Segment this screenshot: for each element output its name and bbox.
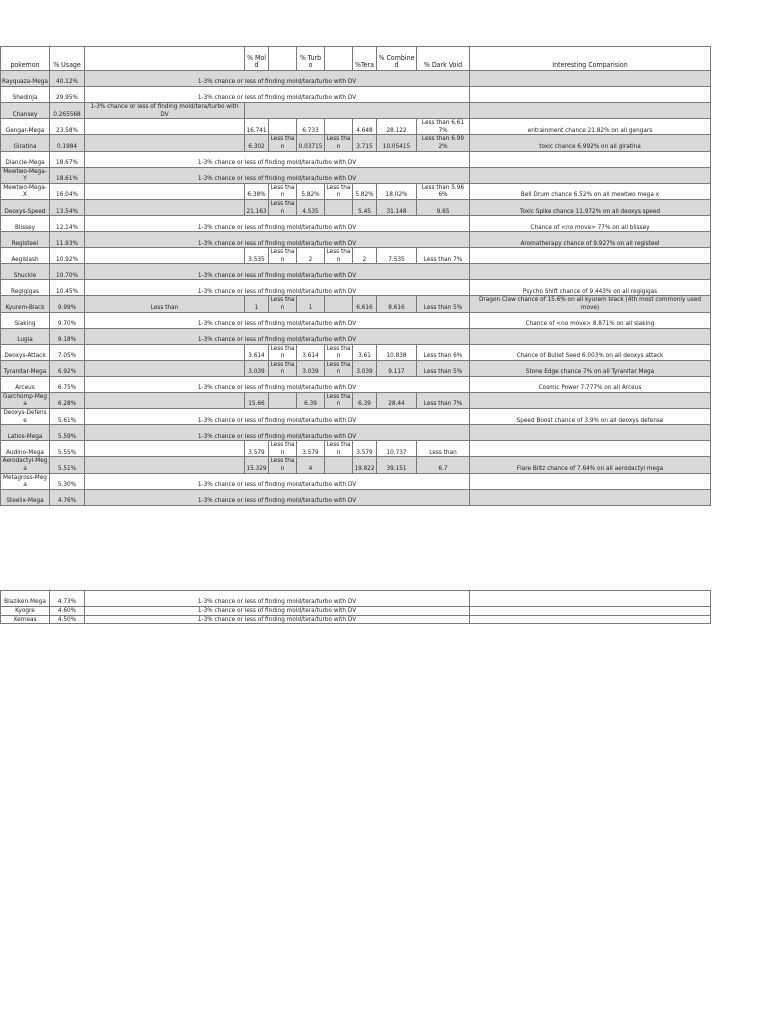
combined-cell: 18.02% [377, 183, 417, 199]
tera-cell: 5.82% [353, 183, 377, 199]
pokemon-cell: Registeel [1, 232, 50, 248]
usage-cell: 11.93% [50, 232, 85, 248]
chance-note-cell: 1-3% chance or less of finding mold/tera/turbo with DV [85, 232, 470, 248]
chance-note-cell: 1-3% chance or less of finding mold/tera/turbo with DV [85, 87, 470, 103]
comparison-cell [470, 392, 711, 408]
usage-note-cell [85, 457, 245, 473]
turbo-less-cell [325, 296, 353, 312]
header-combined: % Combined [377, 47, 417, 71]
mold-cell: 6.302 [245, 135, 269, 151]
turbo-cell: 4 [297, 457, 325, 473]
pokemon-cell: Latios-Mega [1, 425, 50, 441]
turbo-less-cell [325, 457, 353, 473]
comparison-cell [470, 87, 711, 103]
mold-less-cell: Less than [269, 344, 297, 360]
usage-cell: 7.05% [50, 344, 85, 360]
pokemon-cell: Giratina [1, 135, 50, 151]
usage-note-cell [85, 119, 245, 135]
header-pokemon: pokemon [1, 47, 50, 71]
mold-cell: 3.039 [245, 360, 269, 376]
chance-note-cell: 1-3% chance or less of finding mold/tera/turbo with DV [85, 489, 470, 505]
combined-cell: 9.117 [377, 360, 417, 376]
table-row [1, 135, 711, 151]
usage-cell: 4.73% [50, 591, 85, 607]
header-blank-2 [269, 47, 297, 71]
turbo-less-cell: Less than [325, 392, 353, 408]
usage-cell: 10.70% [50, 264, 85, 280]
mold-less-cell: Less than [269, 360, 297, 376]
table-row [1, 248, 711, 264]
usage-cell: 18.61% [50, 167, 85, 183]
turbo-less-cell: Less than [325, 441, 353, 457]
comparison-cell [470, 71, 711, 87]
pokemon-cell: Chansey [1, 103, 50, 119]
table-row [1, 264, 711, 280]
usage-cell: 9.99% [50, 296, 85, 312]
chance-note-cell: 1-3% chance or less of finding mold/tera/turbo with DV [85, 591, 470, 607]
usage-cell: 4.60% [50, 607, 85, 616]
comparison-cell: Bell Drum chance 6.52% on all mewtwo mega x [470, 183, 711, 199]
mold-less-cell: Less than [269, 248, 297, 264]
dark-void-cell: Less than 6.992% [417, 135, 470, 151]
combined-cell: 10.737 [377, 441, 417, 457]
chance-note-cell: 1-3% chance or less of finding mold/tera/turbo with DV [85, 607, 470, 616]
comparison-cell [470, 441, 711, 457]
table-row [1, 457, 711, 473]
tera-cell: 3.61 [353, 344, 377, 360]
table-row [1, 409, 711, 425]
pokemon-cell: Blissey [1, 216, 50, 232]
mold-cell: 3.579 [245, 441, 269, 457]
combined-cell: 10.838 [377, 344, 417, 360]
mold-cell: 6.38% [245, 183, 269, 199]
tera-cell: 19.822 [353, 457, 377, 473]
turbo-cell: 3.579 [297, 441, 325, 457]
tera-cell: 5.45 [353, 199, 377, 215]
chance-note-cell: 1-3% chance or less of finding mold/tera/turbo with DV [85, 103, 245, 119]
table-row [1, 441, 711, 457]
turbo-less-cell: Less than [325, 344, 353, 360]
table-row [1, 392, 711, 408]
comparison-cell [470, 328, 711, 344]
comparison-cell [470, 248, 711, 264]
mold-cell: 16.741 [245, 119, 269, 135]
mold-cell: 3.535 [245, 248, 269, 264]
tera-cell: 4.648 [353, 119, 377, 135]
usage-cell: 6.28% [50, 392, 85, 408]
comparison-cell [470, 151, 711, 167]
turbo-cell: 1 [297, 296, 325, 312]
pokemon-cell: Garchomp-Mega [1, 392, 50, 408]
pokemon-cell: Tyranitar-Mega [1, 360, 50, 376]
header-dark-void: % Dark Void [417, 47, 470, 71]
usage-cell: 5.51% [50, 457, 85, 473]
usage-cell: 4.76% [50, 489, 85, 505]
pokemon-cell: Metagross-Mega [1, 473, 50, 489]
dark-void-cell: Less than [417, 441, 470, 457]
dark-void-cell: Less than 5% [417, 360, 470, 376]
usage-cell: 0.265568 [50, 103, 85, 119]
header-blank-1 [85, 47, 245, 71]
chance-note-cell: 1-3% chance or less of finding mold/tera/turbo with DV [85, 151, 470, 167]
usage-note-cell [85, 199, 245, 215]
turbo-less-cell: Less than [325, 248, 353, 264]
combined-cell: 28.44 [377, 392, 417, 408]
usage-cell: 40.12% [50, 71, 85, 87]
turbo-cell: 4.535 [297, 199, 325, 215]
usage-note-cell [85, 183, 245, 199]
comparison-cell: Aromatherapy chance of 9.927% on all registeel [470, 232, 711, 248]
table-row [1, 344, 711, 360]
mold-less-cell: Less than [269, 296, 297, 312]
pokemon-cell: Deoxys-Speed [1, 199, 50, 215]
mold-less-cell [269, 119, 297, 135]
table-row [1, 71, 711, 87]
dark-void-cell: Less than 5% [417, 296, 470, 312]
pokemon-cell: Diancie-Mega [1, 151, 50, 167]
pokemon-cell: Steelix-Mega [1, 489, 50, 505]
comparison-cell [470, 103, 711, 119]
chance-note-cell: 1-3% chance or less of finding mold/tera/turbo with DV [85, 376, 470, 392]
chance-note-cell: 1-3% chance or less of finding mold/tera/turbo with DV [85, 264, 470, 280]
turbo-cell: 3.614 [297, 344, 325, 360]
comparison-cell [470, 607, 711, 616]
comparison-cell [470, 489, 711, 505]
table-row [1, 473, 711, 489]
usage-cell: 6.75% [50, 376, 85, 392]
chance-note-cell: 1-3% chance or less of finding mold/tera/turbo with DV [85, 615, 470, 624]
usage-cell: 29.95% [50, 87, 85, 103]
mold-less-cell [269, 392, 297, 408]
dark-void-cell: 9.65 [417, 199, 470, 215]
comparison-cell: Chance of <no move> 8.871% on all slaking [470, 312, 711, 328]
chance-note-cell: 1-3% chance or less of finding mold/tera/turbo with DV [85, 312, 470, 328]
comparison-cell [470, 167, 711, 183]
table-row [1, 328, 711, 344]
pokemon-cell: Regigigas [1, 280, 50, 296]
comparison-cell [470, 264, 711, 280]
usage-note-cell [85, 441, 245, 457]
comparison-cell: toxic chance 6.992% on all giratina [470, 135, 711, 151]
table-row [1, 119, 711, 135]
dark-void-cell: Less than 7% [417, 248, 470, 264]
comparison-cell: Stone Edge chance 7% on all Tyranitar Mega [470, 360, 711, 376]
turbo-cell: 0.03715 [297, 135, 325, 151]
turbo-less-cell [325, 199, 353, 215]
header-row [1, 47, 711, 71]
table-row [1, 199, 711, 215]
usage-cell: 9.70% [50, 312, 85, 328]
usage-cell: 23.58% [50, 119, 85, 135]
pokemon-cell: Kyogre [1, 607, 50, 616]
mold-less-cell: Less than [269, 457, 297, 473]
usage-note-cell [85, 392, 245, 408]
table-row [1, 280, 711, 296]
header-comparison: Interesting Comparision [470, 47, 711, 71]
comparison-cell: Toxic Spike chance 11.972% on all deoxys speed [470, 199, 711, 215]
pokemon-cell: Lugia [1, 328, 50, 344]
chance-note-cell: 1-3% chance or less of finding mold/tera/turbo with DV [85, 328, 470, 344]
tera-cell: 3.579 [353, 441, 377, 457]
mold-cell: 15.329 [245, 457, 269, 473]
table-row [1, 360, 711, 376]
usage-cell: 10.92% [50, 248, 85, 264]
turbo-cell: 5.82% [297, 183, 325, 199]
chance-note-cell: 1-3% chance or less of finding mold/tera/turbo with DV [85, 71, 470, 87]
table-row [1, 103, 711, 119]
comparison-cell: Flare Blitz chance of 7.64% on all aerodactyl mega [470, 457, 711, 473]
turbo-cell: 6.733 [297, 119, 325, 135]
pokemon-cell: Aerodactyl-Mega [1, 457, 50, 473]
dark-void-cell: 6.7 [417, 457, 470, 473]
comparison-cell: Psycho Shift chance of 9.443% on all regigigas [470, 280, 711, 296]
usage-note-cell [85, 344, 245, 360]
pokemon-cell: Blaziken-Mega [1, 591, 50, 607]
usage-cell: 5.59% [50, 425, 85, 441]
tera-cell: 2 [353, 248, 377, 264]
mold-less-cell: Less than [269, 199, 297, 215]
usage-cell: 18.67% [50, 151, 85, 167]
usage-cell: 6.92% [50, 360, 85, 376]
dark-void-cell: Less than 6.617% [417, 119, 470, 135]
usage-table-continued [0, 590, 711, 624]
chance-note-cell: 1-3% chance or less of finding mold/tera/turbo with DV [85, 473, 470, 489]
table-row [1, 87, 711, 103]
tera-cell: 3.039 [353, 360, 377, 376]
combined-cell: 28.122 [377, 119, 417, 135]
pokemon-cell: Gengar-Mega [1, 119, 50, 135]
table-row [1, 312, 711, 328]
dark-void-cell: Less than 5.966% [417, 183, 470, 199]
usage-cell: 0.1984 [50, 135, 85, 151]
comparison-cell: Cosmic Power 7.777% on all Arceus [470, 376, 711, 392]
turbo-less-cell: Less than [325, 135, 353, 151]
tera-cell: 3.715 [353, 135, 377, 151]
pokemon-cell: Xerneas [1, 615, 50, 624]
comparison-cell: Chance of Bullet Seed 6.003% on all deoxys attack [470, 344, 711, 360]
chance-note-cell: 1-3% chance or less of finding mold/tera/turbo with DV [85, 409, 470, 425]
usage-cell: 9.18% [50, 328, 85, 344]
table-row [1, 607, 711, 616]
comparison-cell: Chance of <no move> 77% on all blissey [470, 216, 711, 232]
turbo-cell: 6.39 [297, 392, 325, 408]
table-row [1, 151, 711, 167]
comparison-cell [470, 425, 711, 441]
combined-cell: 7.535 [377, 248, 417, 264]
pokemon-cell: Mewtwo-Mega-X [1, 183, 50, 199]
combined-cell: 39.151 [377, 457, 417, 473]
pokemon-cell: Shedinja [1, 87, 50, 103]
mold-cell: 1 [245, 296, 269, 312]
pokemon-cell: Shuckle [1, 264, 50, 280]
comparison-cell [470, 591, 711, 607]
pokemon-cell: Mewtwo-Mega-Y [1, 167, 50, 183]
mold-less-cell: Less than [269, 441, 297, 457]
usage-table-continued-body [1, 591, 711, 624]
table-row [1, 183, 711, 199]
header-mold: % Mold [245, 47, 269, 71]
chance-note-cell: 1-3% chance or less of finding mold/tera/turbo with DV [85, 216, 470, 232]
pokemon-cell: Kyurem-Black [1, 296, 50, 312]
turbo-cell: 3.039 [297, 360, 325, 376]
usage-note-cell [85, 360, 245, 376]
usage-cell: 5.61% [50, 409, 85, 425]
usage-table [0, 46, 711, 506]
usage-cell: 16.04% [50, 183, 85, 199]
pokemon-cell: Audino-Mega [1, 441, 50, 457]
chance-note-cell: 1-3% chance or less of finding mold/tera/turbo with DV [85, 425, 470, 441]
table-row [1, 216, 711, 232]
header-blank-3 [325, 47, 353, 71]
mold-cell: 3.614 [245, 344, 269, 360]
header-turbo: % Turbo [297, 47, 325, 71]
tera-cell: 6.616 [353, 296, 377, 312]
dark-void-cell: Less than 7% [417, 392, 470, 408]
usage-note-cell [85, 248, 245, 264]
usage-cell: 4.50% [50, 615, 85, 624]
table-row [1, 376, 711, 392]
comparison-cell [470, 473, 711, 489]
tera-cell: 6.39 [353, 392, 377, 408]
header-usage: % Usage [50, 47, 85, 71]
turbo-cell: 2 [297, 248, 325, 264]
pokemon-cell: Rayquaza-Mega [1, 71, 50, 87]
turbo-less-cell [325, 119, 353, 135]
mold-less-cell: Less than [269, 183, 297, 199]
comparison-cell [470, 615, 711, 624]
table-row [1, 591, 711, 607]
usage-cell: 12.14% [50, 216, 85, 232]
comparison-cell: Dragon Claw chance of 15.6% on all kyurem black (4th most commonly used move) [470, 296, 711, 312]
turbo-less-cell: Less than [325, 360, 353, 376]
pokemon-cell: Slaking [1, 312, 50, 328]
combined-cell: 8.616 [377, 296, 417, 312]
mold-cell: 15.66 [245, 392, 269, 408]
usage-table-body [1, 47, 711, 506]
blank-cell [245, 103, 470, 119]
comparison-cell: Speed Boost chance of 3.9% on all deoxys defense [470, 409, 711, 425]
pokemon-cell: Deoxys-Defense [1, 409, 50, 425]
combined-cell: 31.148 [377, 199, 417, 215]
usage-cell: 13.54% [50, 199, 85, 215]
pokemon-cell: Arceus [1, 376, 50, 392]
usage-note-cell [85, 135, 245, 151]
usage-cell: 5.30% [50, 473, 85, 489]
usage-note-cell: Less than [85, 296, 245, 312]
pokemon-cell: Aegislash [1, 248, 50, 264]
comparison-cell: entrainment chance 21.82% on all gengars [470, 119, 711, 135]
table-row [1, 489, 711, 505]
table-row [1, 425, 711, 441]
table-row [1, 232, 711, 248]
table-row [1, 296, 711, 312]
combined-cell: 10.05415 [377, 135, 417, 151]
usage-cell: 5.55% [50, 441, 85, 457]
dark-void-cell: Less than 6% [417, 344, 470, 360]
mold-less-cell: Less than [269, 135, 297, 151]
table-row [1, 615, 711, 624]
table-row [1, 167, 711, 183]
chance-note-cell: 1-3% chance or less of finding mold/tera/turbo with DV [85, 167, 470, 183]
header-tera: %Tera [353, 47, 377, 71]
turbo-less-cell: Less than [325, 183, 353, 199]
chance-note-cell: 1-3% chance or less of finding mold/tera/turbo with DV [85, 280, 470, 296]
pokemon-cell: Deoxys-Attack [1, 344, 50, 360]
usage-cell: 10.45% [50, 280, 85, 296]
mold-cell: 21.163 [245, 199, 269, 215]
